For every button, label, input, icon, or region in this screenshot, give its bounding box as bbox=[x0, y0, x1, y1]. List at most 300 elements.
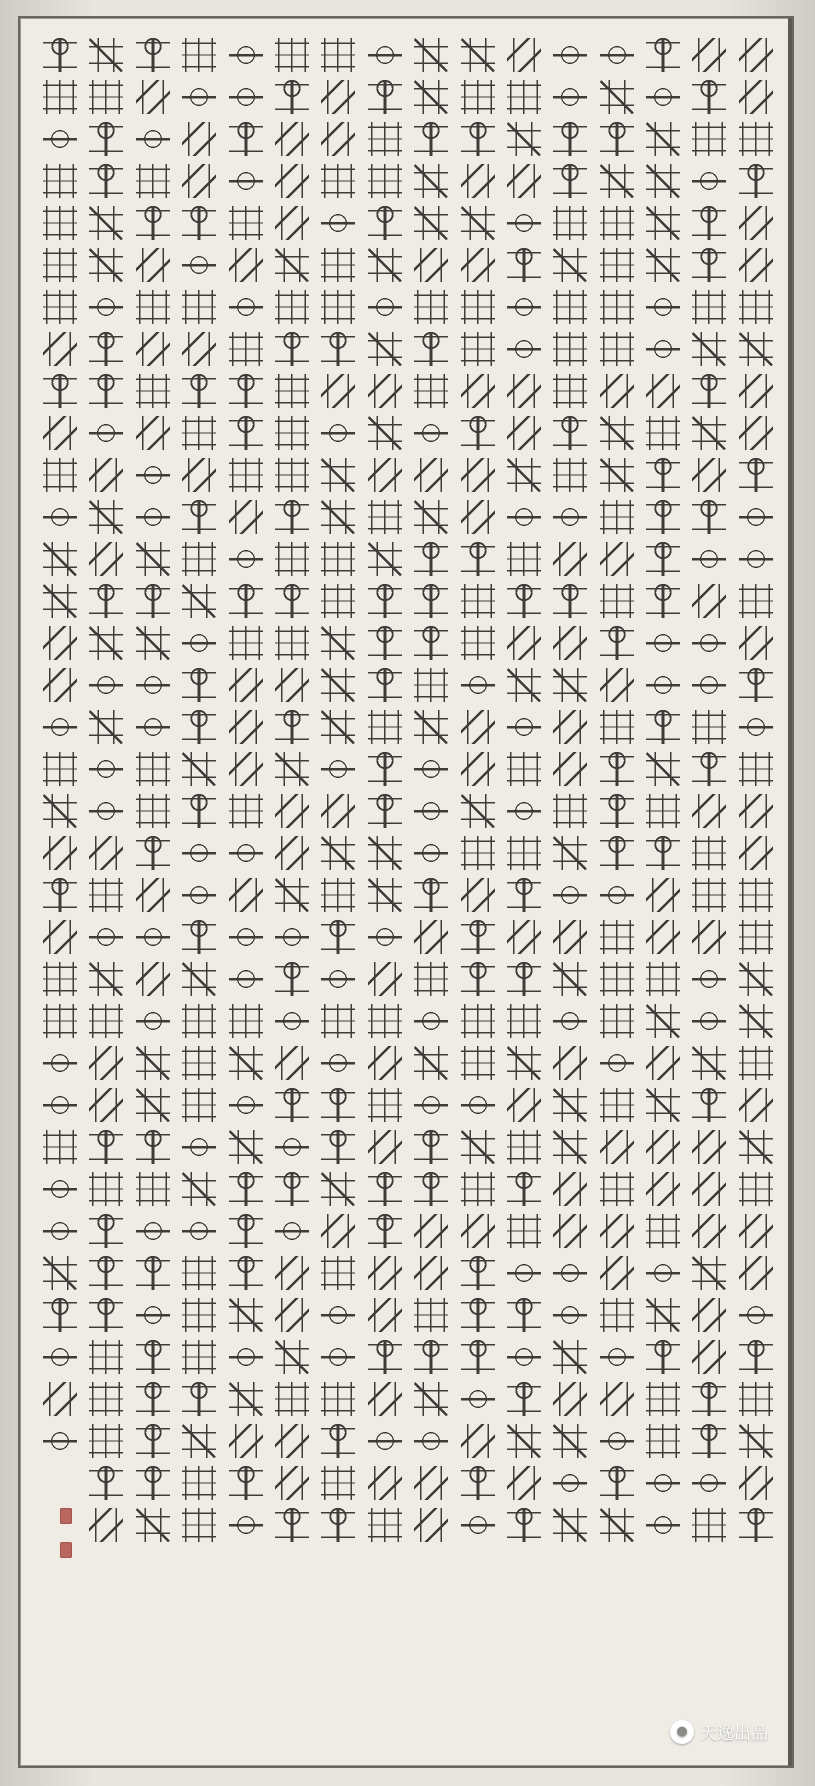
seal-script-glyph bbox=[507, 710, 541, 744]
seal-script-glyph bbox=[228, 164, 262, 198]
seal-script-glyph bbox=[507, 1214, 541, 1248]
seal-script-glyph bbox=[507, 668, 541, 702]
seal-script-glyph bbox=[739, 164, 773, 198]
seal-script-glyph bbox=[368, 1256, 402, 1290]
seal-script-glyph bbox=[89, 1088, 123, 1122]
seal-script-glyph bbox=[600, 836, 634, 870]
seal-script-glyph bbox=[460, 584, 494, 618]
seal-script-glyph bbox=[553, 710, 587, 744]
seal-script-glyph bbox=[321, 290, 355, 324]
seal-script-glyph bbox=[228, 38, 262, 72]
seal-script-glyph bbox=[182, 794, 216, 828]
seal-script-glyph bbox=[414, 626, 448, 660]
seal-script-glyph bbox=[182, 1382, 216, 1416]
seal-script-glyph bbox=[553, 1382, 587, 1416]
seal-script-glyph bbox=[739, 962, 773, 996]
seal-script-glyph bbox=[739, 374, 773, 408]
seal-script-glyph bbox=[600, 752, 634, 786]
seal-script-glyph bbox=[368, 1004, 402, 1038]
seal-script-glyph bbox=[414, 332, 448, 366]
calligraphy-column bbox=[643, 36, 683, 1544]
seal-script-glyph bbox=[600, 1214, 634, 1248]
seal-script-glyph bbox=[321, 416, 355, 450]
seal-script-glyph bbox=[136, 1256, 170, 1290]
seal-script-glyph bbox=[89, 248, 123, 282]
seal-script-glyph bbox=[89, 1382, 123, 1416]
seal-script-glyph bbox=[600, 1298, 634, 1332]
seal-script-glyph bbox=[739, 500, 773, 534]
seal-script-glyph bbox=[646, 962, 680, 996]
seal-script-glyph bbox=[182, 1256, 216, 1290]
seal-script-glyph bbox=[739, 1004, 773, 1038]
seal-script-glyph bbox=[321, 374, 355, 408]
seal-script-glyph bbox=[182, 920, 216, 954]
seal-script-glyph bbox=[739, 80, 773, 114]
seal-script-glyph bbox=[553, 80, 587, 114]
seal-script-glyph bbox=[414, 122, 448, 156]
seal-script-glyph bbox=[507, 500, 541, 534]
seal-script-glyph bbox=[182, 332, 216, 366]
seal-script-glyph bbox=[136, 1466, 170, 1500]
seal-script-glyph bbox=[89, 458, 123, 492]
seal-script-glyph bbox=[89, 584, 123, 618]
seal-script-glyph bbox=[414, 1046, 448, 1080]
seal-script-glyph bbox=[460, 80, 494, 114]
seal-script-glyph bbox=[646, 80, 680, 114]
seal-script-glyph bbox=[228, 1046, 262, 1080]
seal-script-glyph bbox=[692, 458, 726, 492]
seal-script-glyph bbox=[136, 1508, 170, 1542]
seal-script-glyph bbox=[43, 794, 77, 828]
seal-script-glyph bbox=[692, 1004, 726, 1038]
seal-script-glyph bbox=[414, 1340, 448, 1374]
seal-script-glyph bbox=[275, 1298, 309, 1332]
seal-script-glyph bbox=[414, 584, 448, 618]
seal-script-glyph bbox=[460, 38, 494, 72]
seal-script-glyph bbox=[89, 38, 123, 72]
seal-script-glyph bbox=[460, 1382, 494, 1416]
seal-script-glyph bbox=[460, 1172, 494, 1206]
seal-script-glyph bbox=[275, 206, 309, 240]
seal-script-glyph bbox=[739, 710, 773, 744]
seal-script-glyph bbox=[553, 1214, 587, 1248]
seal-script-glyph bbox=[739, 122, 773, 156]
seal-script-glyph bbox=[228, 794, 262, 828]
seal-script-glyph bbox=[692, 122, 726, 156]
seal-script-glyph bbox=[600, 1004, 634, 1038]
seal-script-glyph bbox=[89, 332, 123, 366]
seal-script-glyph bbox=[321, 1172, 355, 1206]
seal-script-glyph bbox=[692, 962, 726, 996]
seal-script-glyph bbox=[136, 416, 170, 450]
seal-script-glyph bbox=[739, 332, 773, 366]
seal-script-glyph bbox=[228, 122, 262, 156]
seal-script-glyph bbox=[460, 500, 494, 534]
seal-script-glyph bbox=[600, 122, 634, 156]
seal-script-glyph bbox=[460, 290, 494, 324]
seal-script-glyph bbox=[136, 1214, 170, 1248]
calligraphy-column bbox=[458, 36, 498, 1544]
seal-script-glyph bbox=[553, 1004, 587, 1038]
seal-script-glyph bbox=[43, 584, 77, 618]
seal-script-glyph bbox=[228, 332, 262, 366]
seal-script-glyph bbox=[739, 1340, 773, 1374]
seal-script-glyph bbox=[507, 1508, 541, 1542]
seal-script-glyph bbox=[600, 80, 634, 114]
seal-script-glyph bbox=[368, 38, 402, 72]
seal-script-glyph bbox=[368, 1088, 402, 1122]
seal-script-glyph bbox=[646, 122, 680, 156]
seal-script-glyph bbox=[368, 458, 402, 492]
seal-script-glyph bbox=[321, 836, 355, 870]
calligraphy-column bbox=[133, 36, 173, 1544]
seal-script-glyph bbox=[646, 1130, 680, 1164]
seal-script-glyph bbox=[692, 542, 726, 576]
seal-script-glyph bbox=[646, 500, 680, 534]
seal-script-glyph bbox=[43, 1130, 77, 1164]
seal-script-glyph bbox=[228, 584, 262, 618]
seal-script-glyph bbox=[321, 878, 355, 912]
seal-script-glyph bbox=[321, 962, 355, 996]
seal-script-glyph bbox=[136, 1172, 170, 1206]
seal-script-glyph bbox=[460, 1004, 494, 1038]
seal-script-glyph bbox=[460, 1298, 494, 1332]
seal-script-glyph bbox=[646, 710, 680, 744]
seal-script-glyph bbox=[460, 1256, 494, 1290]
seal-script-glyph bbox=[507, 458, 541, 492]
seal-script-glyph bbox=[321, 1088, 355, 1122]
seal-script-glyph bbox=[228, 1508, 262, 1542]
seal-script-glyph bbox=[321, 626, 355, 660]
seal-script-glyph bbox=[692, 206, 726, 240]
seal-script-glyph bbox=[89, 206, 123, 240]
seal-script-glyph bbox=[646, 836, 680, 870]
seal-script-glyph bbox=[553, 1508, 587, 1542]
seal-script-glyph bbox=[507, 1424, 541, 1458]
seal-script-glyph bbox=[739, 1508, 773, 1542]
seal-script-glyph bbox=[553, 794, 587, 828]
calligraphy-column bbox=[179, 36, 219, 1544]
seal-script-glyph bbox=[228, 1004, 262, 1038]
seal-script-glyph bbox=[89, 500, 123, 534]
seal-script-glyph bbox=[89, 1172, 123, 1206]
seal-script-glyph bbox=[275, 1130, 309, 1164]
seal-script-glyph bbox=[646, 1508, 680, 1542]
seal-script-glyph bbox=[43, 1088, 77, 1122]
seal-script-glyph bbox=[43, 1298, 77, 1332]
seal-script-glyph bbox=[321, 584, 355, 618]
seal-script-glyph bbox=[182, 1424, 216, 1458]
seal-script-glyph bbox=[368, 80, 402, 114]
seal-script-glyph bbox=[136, 1130, 170, 1164]
seal-script-glyph bbox=[182, 500, 216, 534]
seal-script-glyph bbox=[228, 1382, 262, 1416]
seal-script-glyph bbox=[228, 500, 262, 534]
seal-script-glyph bbox=[228, 206, 262, 240]
seal-script-glyph bbox=[507, 920, 541, 954]
seal-script-glyph bbox=[136, 374, 170, 408]
seal-script-glyph bbox=[553, 122, 587, 156]
seal-script-glyph bbox=[414, 710, 448, 744]
seal-script-glyph bbox=[228, 374, 262, 408]
seal-script-glyph bbox=[739, 1088, 773, 1122]
seal-script-glyph bbox=[275, 794, 309, 828]
seal-script-glyph bbox=[692, 794, 726, 828]
seal-script-glyph bbox=[460, 542, 494, 576]
seal-script-glyph bbox=[275, 290, 309, 324]
seal-script-glyph bbox=[275, 878, 309, 912]
calligraphy-column bbox=[736, 36, 776, 1544]
seal-script-glyph bbox=[553, 374, 587, 408]
seal-script-glyph bbox=[739, 878, 773, 912]
seal-script-glyph bbox=[136, 542, 170, 576]
seal-script-glyph bbox=[414, 878, 448, 912]
seal-script-glyph bbox=[228, 248, 262, 282]
seal-script-glyph bbox=[275, 164, 309, 198]
seal-script-glyph bbox=[692, 80, 726, 114]
seal-script-glyph bbox=[89, 416, 123, 450]
seal-script-glyph bbox=[136, 1298, 170, 1332]
seal-script-glyph bbox=[692, 416, 726, 450]
seal-script-glyph bbox=[89, 710, 123, 744]
seal-script-glyph bbox=[600, 500, 634, 534]
seal-script-glyph bbox=[43, 1214, 77, 1248]
seal-script-glyph bbox=[228, 1172, 262, 1206]
seal-script-glyph bbox=[368, 1424, 402, 1458]
seal-script-glyph bbox=[507, 1004, 541, 1038]
seal-script-glyph bbox=[182, 836, 216, 870]
calligraphy-column bbox=[226, 36, 266, 1544]
seal-script-glyph bbox=[414, 374, 448, 408]
seal-script-glyph bbox=[275, 1340, 309, 1374]
seal-script-glyph bbox=[739, 1256, 773, 1290]
seal-script-glyph bbox=[275, 668, 309, 702]
seal-script-glyph bbox=[507, 80, 541, 114]
seal-script-glyph bbox=[646, 164, 680, 198]
seal-script-glyph bbox=[43, 38, 77, 72]
seal-script-glyph bbox=[507, 584, 541, 618]
seal-script-glyph bbox=[600, 1340, 634, 1374]
seal-script-glyph bbox=[414, 416, 448, 450]
seal-script-glyph bbox=[414, 1172, 448, 1206]
seal-script-glyph bbox=[460, 836, 494, 870]
seal-script-glyph bbox=[414, 836, 448, 870]
seal-script-glyph bbox=[43, 668, 77, 702]
seal-script-glyph bbox=[553, 248, 587, 282]
seal-script-glyph bbox=[600, 248, 634, 282]
seal-script-glyph bbox=[228, 1424, 262, 1458]
seal-script-glyph bbox=[507, 374, 541, 408]
seal-script-glyph bbox=[182, 38, 216, 72]
calligraphy-column bbox=[86, 36, 126, 1544]
seal-script-glyph bbox=[692, 626, 726, 660]
seal-script-glyph bbox=[414, 1424, 448, 1458]
seal-script-glyph bbox=[507, 1256, 541, 1290]
seal-script-glyph bbox=[228, 1214, 262, 1248]
seal-script-glyph bbox=[507, 1382, 541, 1416]
seal-script-glyph bbox=[89, 626, 123, 660]
seal-script-glyph bbox=[368, 248, 402, 282]
seal-script-glyph bbox=[600, 416, 634, 450]
seal-script-glyph bbox=[136, 248, 170, 282]
seal-script-glyph bbox=[553, 1046, 587, 1080]
seal-script-glyph bbox=[275, 920, 309, 954]
seal-script-glyph bbox=[43, 164, 77, 198]
seal-script-glyph bbox=[692, 878, 726, 912]
seal-script-glyph bbox=[553, 626, 587, 660]
seal-script-glyph bbox=[368, 836, 402, 870]
seal-script-glyph bbox=[275, 1046, 309, 1080]
seal-script-glyph bbox=[368, 290, 402, 324]
seal-script-glyph bbox=[43, 752, 77, 786]
seal-script-glyph bbox=[368, 920, 402, 954]
seal-script-glyph bbox=[414, 1466, 448, 1500]
seal-script-glyph bbox=[89, 290, 123, 324]
seal-script-glyph bbox=[368, 1130, 402, 1164]
seal-script-glyph bbox=[646, 920, 680, 954]
seal-script-glyph bbox=[43, 122, 77, 156]
seal-script-glyph bbox=[739, 248, 773, 282]
seal-script-glyph bbox=[692, 1466, 726, 1500]
seal-script-glyph bbox=[600, 668, 634, 702]
seal-script-glyph bbox=[275, 710, 309, 744]
seal-script-glyph bbox=[460, 668, 494, 702]
seal-script-glyph bbox=[136, 920, 170, 954]
seal-script-glyph bbox=[739, 668, 773, 702]
seal-script-glyph bbox=[600, 794, 634, 828]
seal-script-glyph bbox=[275, 1172, 309, 1206]
seal-script-glyph bbox=[646, 668, 680, 702]
seal-script-glyph bbox=[368, 1298, 402, 1332]
seal-script-glyph bbox=[228, 962, 262, 996]
seal-script-glyph bbox=[43, 206, 77, 240]
seal-script-glyph bbox=[43, 962, 77, 996]
seal-script-glyph bbox=[414, 668, 448, 702]
red-seal-stamp bbox=[60, 1542, 72, 1558]
seal-script-glyph bbox=[692, 1214, 726, 1248]
seal-script-glyph bbox=[136, 1088, 170, 1122]
seal-script-glyph bbox=[228, 1340, 262, 1374]
seal-script-glyph bbox=[136, 38, 170, 72]
seal-script-glyph bbox=[507, 752, 541, 786]
seal-script-glyph bbox=[692, 248, 726, 282]
seal-script-glyph bbox=[182, 290, 216, 324]
seal-script-glyph bbox=[553, 416, 587, 450]
seal-script-glyph bbox=[507, 962, 541, 996]
calligraphy-column bbox=[411, 36, 451, 1544]
seal-script-glyph bbox=[600, 710, 634, 744]
calligraphy-column bbox=[272, 36, 312, 1544]
seal-script-glyph bbox=[89, 1046, 123, 1080]
seal-script-glyph bbox=[553, 668, 587, 702]
seal-script-glyph bbox=[228, 878, 262, 912]
seal-script-glyph bbox=[368, 122, 402, 156]
seal-script-glyph bbox=[646, 542, 680, 576]
seal-script-glyph bbox=[692, 1088, 726, 1122]
seal-script-glyph bbox=[321, 794, 355, 828]
seal-script-glyph bbox=[646, 332, 680, 366]
seal-script-glyph bbox=[739, 1130, 773, 1164]
seal-script-glyph bbox=[739, 416, 773, 450]
seal-script-glyph bbox=[600, 1130, 634, 1164]
seal-script-glyph bbox=[460, 1088, 494, 1122]
seal-script-glyph bbox=[321, 1130, 355, 1164]
seal-script-glyph bbox=[368, 416, 402, 450]
seal-script-glyph bbox=[228, 80, 262, 114]
seal-script-glyph bbox=[275, 1508, 309, 1542]
seal-script-glyph bbox=[739, 920, 773, 954]
seal-script-glyph bbox=[460, 248, 494, 282]
seal-script-glyph bbox=[646, 38, 680, 72]
seal-script-glyph bbox=[368, 710, 402, 744]
seal-script-glyph bbox=[321, 668, 355, 702]
seal-script-columns bbox=[40, 36, 776, 1636]
seal-script-glyph bbox=[739, 626, 773, 660]
seal-script-glyph bbox=[414, 920, 448, 954]
seal-script-glyph bbox=[89, 542, 123, 576]
seal-script-glyph bbox=[600, 1424, 634, 1458]
seal-script-glyph bbox=[228, 920, 262, 954]
seal-script-glyph bbox=[507, 1298, 541, 1332]
seal-script-glyph bbox=[646, 206, 680, 240]
seal-script-glyph bbox=[228, 710, 262, 744]
seal-script-glyph bbox=[646, 1046, 680, 1080]
seal-script-glyph bbox=[646, 248, 680, 282]
seal-script-glyph bbox=[275, 1088, 309, 1122]
seal-script-glyph bbox=[739, 1046, 773, 1080]
seal-script-glyph bbox=[321, 1382, 355, 1416]
seal-script-glyph bbox=[43, 458, 77, 492]
seal-script-glyph bbox=[414, 248, 448, 282]
seal-script-glyph bbox=[43, 290, 77, 324]
seal-script-glyph bbox=[507, 836, 541, 870]
seal-script-glyph bbox=[600, 206, 634, 240]
seal-script-glyph bbox=[739, 752, 773, 786]
seal-script-glyph bbox=[460, 1046, 494, 1080]
seal-script-glyph bbox=[553, 164, 587, 198]
seal-script-glyph bbox=[692, 38, 726, 72]
seal-script-glyph bbox=[600, 962, 634, 996]
seal-script-glyph bbox=[553, 1256, 587, 1290]
seal-script-glyph bbox=[600, 38, 634, 72]
seal-script-glyph bbox=[368, 542, 402, 576]
seal-script-glyph bbox=[321, 1256, 355, 1290]
seal-script-glyph bbox=[553, 458, 587, 492]
seal-script-glyph bbox=[507, 290, 541, 324]
seal-script-glyph bbox=[368, 752, 402, 786]
seal-script-glyph bbox=[553, 752, 587, 786]
seal-script-glyph bbox=[646, 878, 680, 912]
seal-script-glyph bbox=[136, 1340, 170, 1374]
seal-script-glyph bbox=[228, 1130, 262, 1164]
seal-script-glyph bbox=[136, 626, 170, 660]
seal-script-glyph bbox=[600, 1508, 634, 1542]
seal-script-glyph bbox=[228, 458, 262, 492]
seal-script-glyph bbox=[89, 80, 123, 114]
seal-script-glyph bbox=[43, 626, 77, 660]
seal-script-glyph bbox=[600, 1046, 634, 1080]
seal-script-glyph bbox=[553, 1172, 587, 1206]
seal-script-glyph bbox=[321, 38, 355, 72]
seal-script-glyph bbox=[136, 710, 170, 744]
wechat-official-account-icon: ● bbox=[670, 1720, 694, 1744]
seal-script-glyph bbox=[136, 878, 170, 912]
red-seal-stamp bbox=[60, 1508, 72, 1524]
seal-script-glyph bbox=[739, 1214, 773, 1248]
seal-script-glyph bbox=[89, 794, 123, 828]
seal-script-glyph bbox=[692, 164, 726, 198]
seal-script-glyph bbox=[414, 752, 448, 786]
